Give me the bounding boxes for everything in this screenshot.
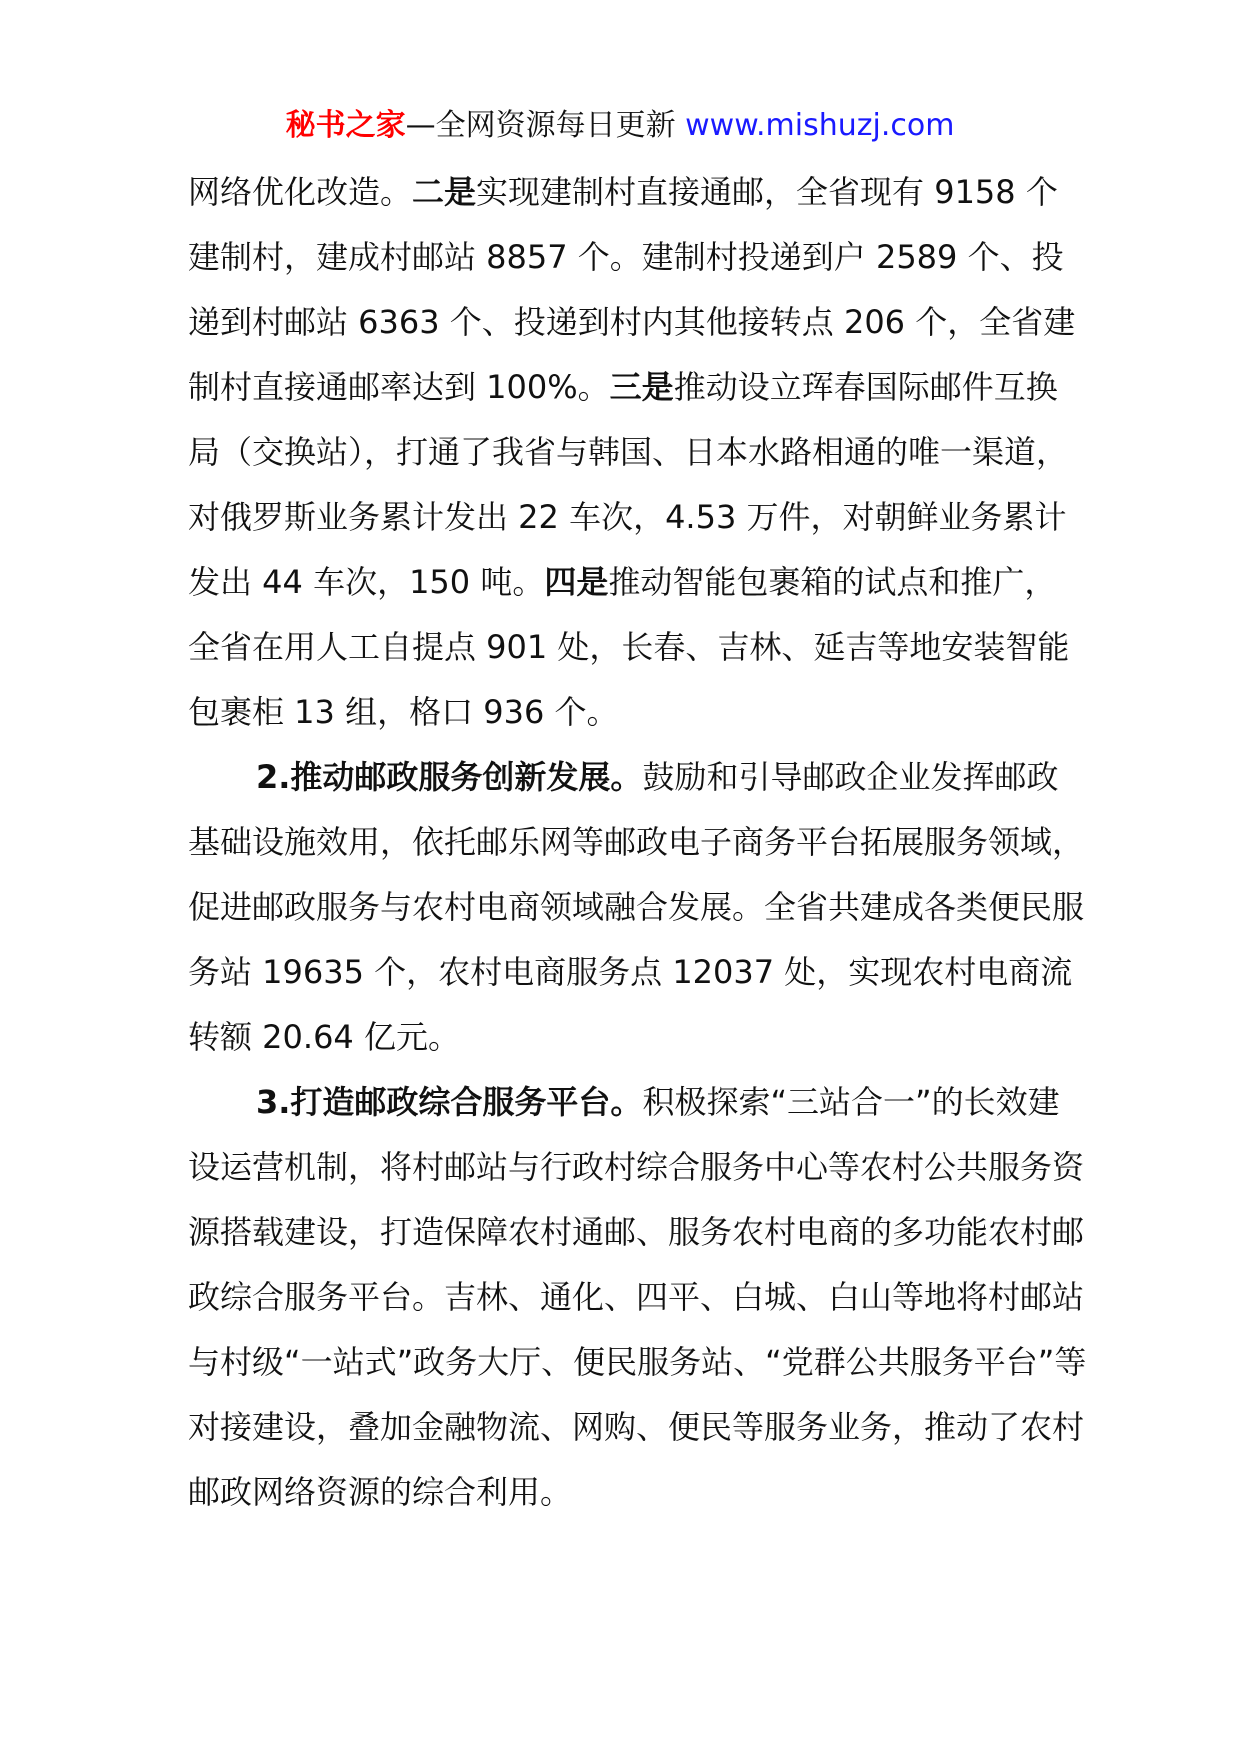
text-segment: 积极探索“三站合一”的长效建设运营机制，将村邮站与行政村综合服务中心等农村公共服务资源搭载建设，打造保障农村通邮、服务农村电商的多功能农村邮政综合服务平台。吉林、通化、四平、白城、白山等地将村邮站与村级“一站式”政务大厅、便民服务站、“党群公共服务平台”等对接建设，叠加金融物流、网购、便民等服务业务，推动了农村邮政网络资源的综合利用。 bbox=[188, 1083, 1087, 1511]
paragraph-postal-innovation bbox=[188, 745, 1088, 1070]
text-segment: 推动设立珲春国际邮件互换局（交换站），打通了我省与韩国、日本水路相通的唯一渠道，对俄罗斯业务累计发出 22 车次，4.53 万件，对朝鲜业务累计发出 44 车次，150 吨。 bbox=[188, 368, 1069, 601]
text-segment: 鼓励和引导邮政企业发挥邮政基础设施效用，依托邮乐网等邮政电子商务平台拓展服务领域，促进邮政服务与农村电商领域融合发展。全省共建成各类便民服务站 19635 个，农村电商服务点 12037 处，实现农村电商流转额 20.64 亿元。 bbox=[188, 758, 1085, 1056]
site-tagline: —全网资源每日更新 bbox=[405, 108, 676, 143]
document-body bbox=[188, 160, 1088, 1525]
bold-marker-second: 二是 bbox=[412, 173, 477, 211]
site-header bbox=[0, 100, 1240, 152]
section-heading-2: 2.推动邮政服务创新发展。 bbox=[256, 758, 643, 796]
paragraph-network-optimization bbox=[188, 160, 1088, 745]
text-segment: 推动智能包裹箱的试点和推广，全省在用人工自提点 901 处，长春、吉林、延吉等地安装智能包裹柜 13 组，格口 936 个。 bbox=[188, 563, 1070, 731]
site-url-link[interactable]: www.mishuzj.com bbox=[685, 108, 955, 143]
bold-marker-fourth: 四是 bbox=[544, 563, 609, 601]
paragraph-service-platform bbox=[188, 1070, 1088, 1525]
section-heading-3: 3.打造邮政综合服务平台。 bbox=[256, 1083, 643, 1121]
text-segment: 实现建制村直接通邮，全省现有 9158 个建制村，建成村邮站 8857 个。建制村投递到户 2589 个、投递到村邮站 6363 个、投递到村内其他接转点 206 个，全省建制村直接通邮率达到 100%。 bbox=[188, 173, 1076, 406]
text-segment: 网络优化改造。 bbox=[188, 173, 413, 211]
site-brand: 秘书之家 bbox=[285, 108, 406, 143]
bold-marker-third: 三是 bbox=[609, 368, 674, 406]
